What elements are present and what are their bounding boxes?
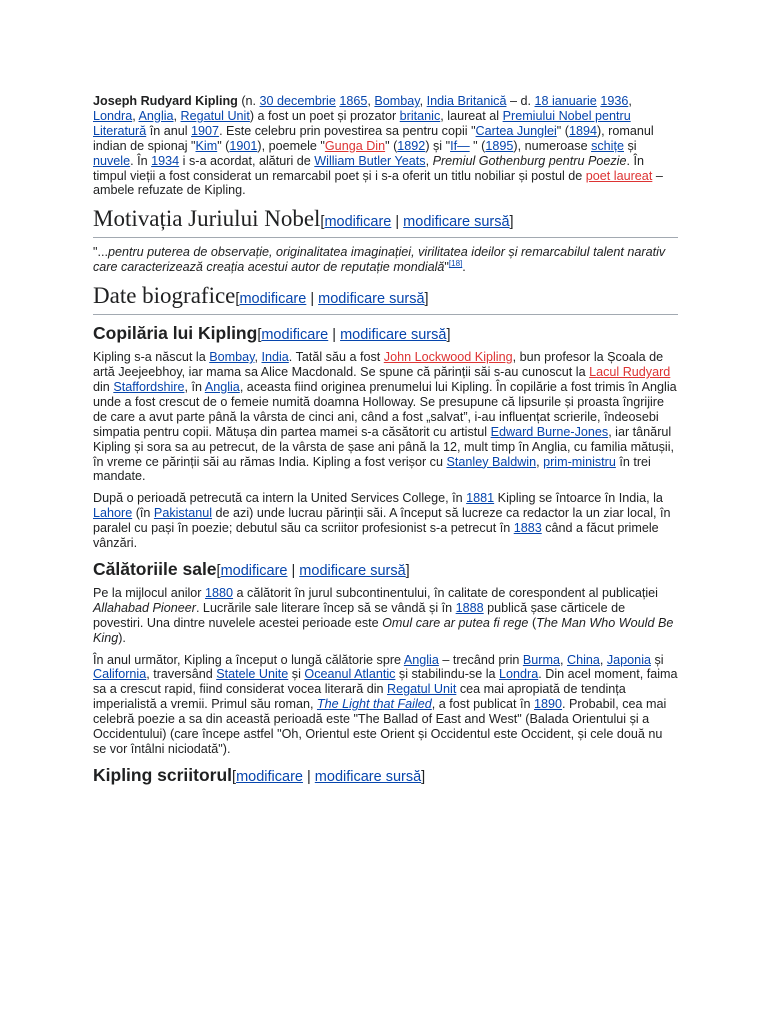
link-poet-laureat[interactable]: poet laureat xyxy=(585,168,653,183)
link-india[interactable]: India xyxy=(261,350,289,365)
link-nuvele[interactable]: nuvele xyxy=(93,153,131,168)
edit-links: [modificare | modificare sursă] xyxy=(257,327,451,344)
edit-links: [modificare | modificare sursă] xyxy=(232,768,426,785)
link-stanley-baldwin[interactable]: Stanley Baldwin xyxy=(446,454,537,469)
link-staffordshire[interactable]: Staffordshire xyxy=(113,379,185,394)
copilaria-paragraph-1: Kipling s-a născut la Bombay, India. Tatăl său a fost John Lockwood Kipling, bun profesor la Școala de artă Jeejeebhoy, iar mama sa Alice Macdonald. Se spune că părinții săi s-au cunoscut la Lacul Rudyard din Staffordshire, în Anglia, aceasta fiind originea prenumelui lui Kipling. În copilărie a fost trimis în Anglia unde a fost crescut de o femeie numită doamna Holloway. Se presupune că lipsurile și proasta îngrijire de care a avut parte până la vârsta de cinci ani, când a fost „salvat”, i-au influențat scrierile, îndeosebi simpatia pentru copii. Mătușa din partea mamei s-a căsătorit cu artistul Edward Burne-Jones, iar tânărul Kipling și sora sa au petrecut, de la vârsta de șase ani până la 12, mult timp în Anglia, cu familia mătușii, în vreme ce părinții săi au rămas India. Kipling a fost verișor cu Stanley Baldwin, prim-ministru în trei mandate. xyxy=(93,350,677,484)
link-lacul-rudyard[interactable]: Lacul Rudyard xyxy=(589,365,671,380)
edit-link[interactable]: modificare xyxy=(261,327,329,344)
link-30-decembrie[interactable]: 30 decembrie xyxy=(259,94,336,108)
link-schite[interactable]: schițe xyxy=(591,138,624,153)
link-william-butler-yeats[interactable]: William Butler Yeats xyxy=(314,153,426,168)
text: – ambele refuzate de Kipling. xyxy=(93,168,663,198)
text: ), numeroase xyxy=(513,138,592,153)
link-1883[interactable]: 1883 xyxy=(513,521,542,536)
link-1888[interactable]: 1888 xyxy=(455,600,484,615)
text: ), poemele " xyxy=(257,138,325,153)
link-anglia[interactable]: Anglia xyxy=(138,108,174,123)
edit-links: [modificare | modificare sursă] xyxy=(216,562,410,579)
link-if[interactable]: If— xyxy=(450,138,470,153)
edit-source-link[interactable]: modificare sursă xyxy=(403,214,510,231)
heading-title: Călătoriile sale xyxy=(93,558,217,579)
text: în anul xyxy=(146,123,192,138)
link-londra[interactable]: Londra xyxy=(499,667,539,682)
text: . În timpul vieții a fost considerat un remarcabil poet și i s-a oferit un titlu nobiliar și postul de xyxy=(93,153,644,183)
heading-calatoriile xyxy=(93,558,678,582)
reference-link[interactable]: [18] xyxy=(448,259,463,269)
link-1880[interactable]: 1880 xyxy=(205,585,234,600)
link-1936[interactable]: 1936 xyxy=(600,94,629,108)
link-john-lockwood-kipling[interactable]: John Lockwood Kipling xyxy=(383,350,513,365)
work-title: The Man Who Would Be King xyxy=(93,615,674,645)
link-britanic[interactable]: britanic xyxy=(399,108,441,123)
link-1881[interactable]: 1881 xyxy=(466,491,495,506)
text: . În xyxy=(130,153,152,168)
link-18-ianuarie[interactable]: 18 ianuarie xyxy=(534,94,597,108)
link-cartea-junglei[interactable]: Cartea Junglei xyxy=(475,123,557,138)
text: "... xyxy=(93,245,108,260)
link-regatul-unit[interactable]: Regatul Unit xyxy=(180,108,250,123)
link-1907[interactable]: 1907 xyxy=(191,123,220,138)
link-california[interactable]: California xyxy=(93,667,147,682)
copilaria-paragraph-2: După o perioadă petrecută ca intern la United Services College, în 1881 Kipling se întoarce în India, la Lahore (în Pakistanul de azi) unde lucrau părinții săi. A început să lucreze ca redactor la un ziar local, în paralel cu pași în poezie; debutul său ca scriitor profesionist s-a petrecut în 1883 când a făcut primele vânzări. xyxy=(93,491,671,551)
link-burma[interactable]: Burma xyxy=(522,652,560,667)
text: " ( xyxy=(556,123,569,138)
heading-motivatia xyxy=(93,205,678,238)
quote-text: pentru puterea de observație, originalitatea imaginației, virilitatea ideilor și remarcabilul talent narativ care caracterizează creația acestui autor de reputație mondială xyxy=(93,245,666,275)
link-gunga-din[interactable]: Gunga Din xyxy=(324,138,386,153)
link-the-light-that-failed[interactable]: The Light that Failed xyxy=(316,697,432,712)
text: ) și " xyxy=(425,138,451,153)
edit-link[interactable]: modificare xyxy=(324,214,392,231)
link-pakistanul[interactable]: Pakistanul xyxy=(153,506,213,521)
edit-link[interactable]: modificare xyxy=(220,562,288,579)
link-oceanul-atlantic[interactable]: Oceanul Atlantic xyxy=(304,667,396,682)
heading-title: Motivația Juriului Nobel xyxy=(93,206,321,232)
edit-source-link[interactable]: modificare sursă xyxy=(318,291,425,308)
link-lahore[interactable]: Lahore xyxy=(93,506,133,521)
text: . xyxy=(462,260,466,275)
text: " ( xyxy=(385,138,398,153)
edit-source-link[interactable]: modificare sursă xyxy=(299,562,406,579)
text: . Este celebru prin povestirea sa pentru copii " xyxy=(219,123,476,138)
link-1892[interactable]: 1892 xyxy=(397,138,426,153)
intro-paragraph: Joseph Rudyard Kipling (n. 30 decembrie 1865, Bombay, India Britanică – d. 18 ianuarie 1936, Londra, Anglia, Regatul Unit) a fost un poet și prozator britanic, laureat al Premiului Nobel pentru Literatură în anul 1907. Este celebru prin povestirea sa pentru copii "Cartea Junglei" (1894), romanul indian de spionaj "Kim" (1901), poemele "Gunga Din" (1892) și "If— " (1895), numeroase schițe și nuvele. În 1934 i s-a acordat, alături de William Butler Yeats, Premiul Gothenburg pentru Poezie. În timpul vieții a fost considerat un remarcabil poet și i s-a oferit un titlu nobiliar și postul de poet laureat – ambele refuzate de Kipling. xyxy=(93,94,663,198)
link-1895[interactable]: 1895 xyxy=(485,138,514,153)
link-prim-ministru[interactable]: prim-ministru xyxy=(543,454,616,469)
link-anglia[interactable]: Anglia xyxy=(403,652,439,667)
heading-copilaria xyxy=(93,322,678,346)
link-londra[interactable]: Londra xyxy=(93,108,133,123)
link-statele-unite[interactable]: Statele Unite xyxy=(216,667,289,682)
link-bombay[interactable]: Bombay xyxy=(209,350,255,365)
link-1934[interactable]: 1934 xyxy=(151,153,180,168)
text: , xyxy=(425,153,433,168)
text: i s-a acordat, alături de xyxy=(179,153,315,168)
text: ), romanul indian de spionaj " xyxy=(93,123,654,153)
text: – d. xyxy=(506,94,535,108)
link-china[interactable]: China xyxy=(566,652,600,667)
heading-title: Copilăria lui Kipling xyxy=(93,323,258,344)
text: ) a fost un poet și prozator xyxy=(249,108,400,123)
edit-link[interactable]: modificare xyxy=(236,768,303,785)
heading-scriitorul xyxy=(93,764,678,788)
link-anglia[interactable]: Anglia xyxy=(204,379,240,394)
link-kim[interactable]: Kim xyxy=(195,138,218,153)
work-title: Omul care ar putea fi rege xyxy=(382,615,529,630)
text: , laureat al xyxy=(440,108,503,123)
edit-source-link[interactable]: modificare sursă xyxy=(340,327,447,344)
edit-links: [modificare | modificare sursă] xyxy=(235,291,429,308)
calatorii-paragraph-1: Pe la mijlocul anilor 1880 a călătorit în jurul subcontinentului, în calitate de corespondent al publicației Allahabad Pioneer. Lucrările sale literare încep să se vândă și în 1888 publică șase cărticele de povestiri. Una dintre nuvelele acestei perioade este Omul care ar putea fi rege (The Man Who Would Be King). xyxy=(93,585,674,645)
link-1865[interactable]: 1865 xyxy=(339,94,368,108)
heading-title: Date biografice xyxy=(93,283,236,309)
edit-links: [modificare | modificare sursă] xyxy=(320,214,514,231)
link-1894[interactable]: 1894 xyxy=(568,123,597,138)
nobel-quote xyxy=(93,245,678,275)
edit-source-link[interactable]: modificare sursă xyxy=(314,768,422,785)
link-japonia[interactable]: Japonia xyxy=(606,652,651,667)
link-edward-burne-jones[interactable]: Edward Burne-Jones xyxy=(490,424,609,439)
text: și xyxy=(623,138,637,153)
subject-name: Joseph Rudyard Kipling xyxy=(93,94,238,108)
calatorii-paragraph-2: În anul următor, Kipling a început o lungă călătorie spre Anglia – trecând prin Burma, China, Japonia și California, traversând Statele Unite și Oceanul Atlantic și stabilindu-se la Londra. Din acel moment, faima sa a crescut rapid, fiind considerat vocea literară din Regatul Unit cea mai apropiată de tendința imperialistă a vremii. Primul său roman, The Light that Failed, a fost publicat în 1890. Probabil, cea mai celebră poezie a sa din această perioadă este "The Ballad of East and West" (Balada Orientului și a Occidentului) (care începe astfel "Oh, Orientul este Orient și Occidentul este Occident, și cele două nu se vor întâlni niciodată"). xyxy=(93,652,678,756)
text: " ( xyxy=(469,138,486,153)
link-bombay[interactable]: Bombay xyxy=(374,94,420,108)
article-content xyxy=(93,94,678,792)
text: (n. xyxy=(237,94,260,108)
text: " xyxy=(444,260,449,275)
link-india-britanica[interactable]: India Britanică xyxy=(426,94,507,108)
link-1890[interactable]: 1890 xyxy=(534,697,563,712)
heading-title: Kipling scriitorul xyxy=(93,764,233,785)
heading-date-biografice xyxy=(93,282,678,315)
edit-link[interactable]: modificare xyxy=(239,291,307,308)
prize-name: Premiul Gothenburg pentru Poezie xyxy=(432,153,627,168)
text: " ( xyxy=(217,138,230,153)
link-regatul-unit[interactable]: Regatul Unit xyxy=(387,682,457,697)
publication-name: Allahabad Pioneer xyxy=(93,600,196,615)
link-premiul-nobel[interactable]: Premiului Nobel pentru Literatură xyxy=(93,108,631,138)
link-1901[interactable]: 1901 xyxy=(229,138,258,153)
